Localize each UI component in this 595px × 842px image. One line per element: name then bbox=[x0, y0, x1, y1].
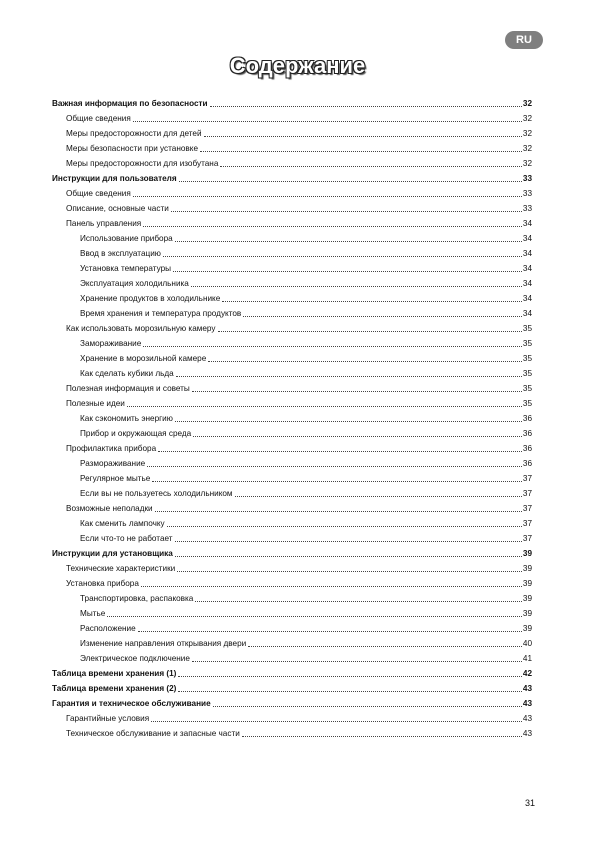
toc-entry-label: Общие сведения bbox=[66, 189, 131, 198]
toc-entry[interactable] bbox=[52, 664, 532, 679]
toc-entry-page: 36 bbox=[522, 429, 532, 438]
toc-entry-label: Как сэкономить энергию bbox=[80, 414, 173, 423]
toc-entry-page: 35 bbox=[522, 339, 532, 348]
toc-leader-dots bbox=[178, 690, 522, 692]
toc-entry-page: 37 bbox=[522, 519, 532, 528]
toc-leader-dots bbox=[175, 420, 522, 422]
toc-entry-page: 36 bbox=[522, 444, 532, 453]
toc-entry-page: 43 bbox=[522, 714, 532, 723]
toc-entry-page: 35 bbox=[522, 369, 532, 378]
toc-entry-label: Использование прибора bbox=[80, 234, 173, 243]
toc-entry-label: Описание, основные части bbox=[66, 204, 169, 213]
toc-leader-dots bbox=[192, 390, 522, 392]
toc-entry-label: Прибор и окружающая среда bbox=[80, 429, 192, 438]
toc-entry-label: Транспортировка, распаковка bbox=[80, 594, 194, 603]
toc-entry-label: Если вы не пользуетесь холодильником bbox=[80, 489, 233, 498]
toc-entry-page: 35 bbox=[522, 324, 532, 333]
toc-entry[interactable] bbox=[52, 169, 532, 184]
toc-entry-page: 34 bbox=[522, 294, 532, 303]
toc-entry-page: 34 bbox=[522, 234, 532, 243]
toc-entry-label: Как сменить лампочку bbox=[80, 519, 165, 528]
toc-leader-dots bbox=[204, 135, 522, 137]
toc-entry-label: Инструкции для пользователя bbox=[52, 174, 177, 183]
toc-entry-page: 32 bbox=[522, 114, 532, 123]
toc-entry[interactable] bbox=[52, 274, 532, 289]
toc-leader-dots bbox=[178, 675, 522, 677]
toc-entry-page: 35 bbox=[522, 399, 532, 408]
toc-entry[interactable] bbox=[52, 394, 532, 409]
toc-entry-label: Меры безопасности при установке bbox=[66, 144, 199, 153]
toc-entry-page: 37 bbox=[522, 504, 532, 513]
toc-entry-label: Замораживание bbox=[80, 339, 142, 348]
toc-entry[interactable] bbox=[52, 349, 532, 364]
toc-entry-label: Полезная информация и советы bbox=[66, 384, 190, 393]
toc-entry[interactable] bbox=[52, 319, 532, 334]
toc-entry-label: Хранение продуктов в холодильнике bbox=[80, 294, 221, 303]
toc-entry[interactable] bbox=[52, 439, 532, 454]
toc-entry[interactable] bbox=[52, 544, 532, 559]
toc-entry-label: Панель управления bbox=[66, 219, 142, 228]
toc-entry-label: Расположение bbox=[80, 624, 136, 633]
toc-entry-label: Общие сведения bbox=[66, 114, 131, 123]
toc-entry-page: 43 bbox=[522, 684, 532, 693]
toc-leader-dots bbox=[193, 435, 522, 437]
toc-entry[interactable] bbox=[52, 364, 532, 379]
toc-entry-page: 34 bbox=[522, 309, 532, 318]
toc-entry-page: 40 bbox=[522, 639, 532, 648]
toc-entry-page: 34 bbox=[522, 264, 532, 273]
toc-entry-label: Технические характеристики bbox=[66, 564, 176, 573]
toc-entry[interactable] bbox=[52, 139, 532, 154]
toc-entry-label: Важная информация по безопасности bbox=[52, 99, 208, 108]
toc-entry[interactable] bbox=[52, 724, 532, 739]
toc-entry-label: Меры предосторожности для изобутана bbox=[66, 159, 219, 168]
toc-entry[interactable] bbox=[52, 574, 532, 589]
toc-entry-page: 43 bbox=[522, 699, 532, 708]
toc-entry[interactable] bbox=[52, 709, 532, 724]
toc-entry-page: 35 bbox=[522, 384, 532, 393]
toc-leader-dots bbox=[175, 555, 522, 557]
toc-entry-page: 39 bbox=[522, 549, 532, 558]
toc-leader-dots bbox=[191, 285, 522, 287]
toc-entry[interactable] bbox=[52, 304, 532, 319]
toc-leader-dots bbox=[218, 330, 522, 332]
toc-entry-page: 34 bbox=[522, 279, 532, 288]
toc-entry[interactable] bbox=[52, 604, 532, 619]
toc-entry-page: 41 bbox=[522, 654, 532, 663]
toc-entry[interactable] bbox=[52, 199, 532, 214]
toc-entry[interactable] bbox=[52, 184, 532, 199]
toc-entry[interactable] bbox=[52, 409, 532, 424]
toc-entry-page: 39 bbox=[522, 579, 532, 588]
language-badge: RU bbox=[505, 31, 543, 49]
toc-leader-dots bbox=[213, 705, 522, 707]
toc-entry-page: 35 bbox=[522, 354, 532, 363]
toc-entry-label: Установка прибора bbox=[66, 579, 139, 588]
toc-entry[interactable] bbox=[52, 559, 532, 574]
toc-entry-page: 39 bbox=[522, 624, 532, 633]
toc-entry[interactable] bbox=[52, 529, 532, 544]
toc-entry[interactable] bbox=[52, 634, 532, 649]
toc-leader-dots bbox=[141, 585, 522, 587]
toc-entry[interactable] bbox=[52, 244, 532, 259]
toc-entry-label: Инструкции для установщика bbox=[52, 549, 173, 558]
toc-entry-label: Регулярное мытье bbox=[80, 474, 151, 483]
toc-entry-label: Гарантия и техническое обслуживание bbox=[52, 699, 211, 708]
toc-entry-label: Таблица времени хранения (1) bbox=[52, 669, 177, 678]
page-number: 31 bbox=[525, 798, 536, 808]
toc-entry[interactable] bbox=[52, 484, 532, 499]
toc-entry-page: 37 bbox=[522, 489, 532, 498]
toc-entry-page: 36 bbox=[522, 459, 532, 468]
toc-leader-dots bbox=[177, 570, 522, 572]
toc-entry[interactable] bbox=[52, 379, 532, 394]
toc-entry-page: 33 bbox=[522, 204, 532, 213]
toc-entry[interactable] bbox=[52, 499, 532, 514]
toc-entry[interactable] bbox=[52, 334, 532, 349]
toc-entry[interactable] bbox=[52, 589, 532, 604]
toc-leader-dots bbox=[155, 510, 522, 512]
toc-entry-label: Как сделать кубики льда bbox=[80, 369, 174, 378]
toc-entry-label: Если что-то не работает bbox=[80, 534, 173, 543]
toc-leader-dots bbox=[173, 270, 522, 272]
toc-leader-dots bbox=[175, 540, 522, 542]
toc-entry[interactable] bbox=[52, 424, 532, 439]
toc-leader-dots bbox=[175, 240, 522, 242]
toc-leader-dots bbox=[133, 195, 522, 197]
toc-entry-label: Электрическое подключение bbox=[80, 654, 190, 663]
toc-entry-page: 37 bbox=[522, 534, 532, 543]
toc-entry-label: Меры предосторожности для детей bbox=[66, 129, 202, 138]
toc-entry-label: Техническое обслуживание и запасные части bbox=[66, 729, 240, 738]
toc-entry[interactable] bbox=[52, 94, 532, 109]
toc-entry-page: 43 bbox=[522, 729, 532, 738]
toc-entry-page: 39 bbox=[522, 594, 532, 603]
toc-leader-dots bbox=[107, 615, 522, 617]
toc-leader-dots bbox=[243, 315, 522, 317]
toc-leader-dots bbox=[167, 525, 522, 527]
toc-leader-dots bbox=[195, 600, 522, 602]
toc-leader-dots bbox=[147, 465, 522, 467]
toc-entry-label: Хранение в морозильной камере bbox=[80, 354, 207, 363]
toc-entry[interactable] bbox=[52, 109, 532, 124]
toc-entry-label: Гарантийные условия bbox=[66, 714, 150, 723]
page-title: Содержание bbox=[229, 53, 366, 78]
toc-leader-dots bbox=[163, 255, 522, 257]
toc-entry-label: Мытье bbox=[80, 609, 106, 618]
toc-entry[interactable] bbox=[52, 289, 532, 304]
toc-leader-dots bbox=[242, 735, 522, 737]
toc-leader-dots bbox=[220, 165, 522, 167]
toc-entry[interactable] bbox=[52, 514, 532, 529]
toc-leader-dots bbox=[210, 105, 522, 107]
toc-entry-page: 39 bbox=[522, 564, 532, 573]
toc-leader-dots bbox=[179, 180, 522, 182]
toc-leader-dots bbox=[143, 345, 522, 347]
toc-entry-page: 32 bbox=[522, 144, 532, 153]
toc-entry-label: Ввод в эксплуатацию bbox=[80, 249, 161, 258]
toc-leader-dots bbox=[248, 645, 522, 647]
toc-leader-dots bbox=[152, 480, 522, 482]
toc-entry-page: 33 bbox=[522, 189, 532, 198]
toc-leader-dots bbox=[158, 450, 522, 452]
toc-entry-label: Возможные неполадки bbox=[66, 504, 153, 513]
toc-entry-label: Профилактика прибора bbox=[66, 444, 157, 453]
toc-entry-label: Изменение направления открывания двери bbox=[80, 639, 247, 648]
toc-entry-label: Эксплуатация холодильника bbox=[80, 279, 189, 288]
toc-entry-page: 32 bbox=[522, 99, 532, 108]
toc-leader-dots bbox=[133, 120, 522, 122]
table-of-contents bbox=[52, 94, 532, 739]
toc-leader-dots bbox=[235, 495, 522, 497]
toc-entry-label: Время хранения и температура продуктов bbox=[80, 309, 242, 318]
toc-entry[interactable] bbox=[52, 154, 532, 169]
toc-entry-page: 39 bbox=[522, 609, 532, 618]
toc-entry-page: 32 bbox=[522, 159, 532, 168]
toc-leader-dots bbox=[222, 300, 522, 302]
toc-leader-dots bbox=[143, 225, 522, 227]
toc-entry-label: Полезные идеи bbox=[66, 399, 125, 408]
toc-leader-dots bbox=[192, 660, 522, 662]
toc-entry[interactable] bbox=[52, 619, 532, 634]
toc-leader-dots bbox=[138, 630, 522, 632]
toc-entry-page: 34 bbox=[522, 219, 532, 228]
toc-entry-page: 33 bbox=[522, 174, 532, 183]
toc-entry[interactable] bbox=[52, 694, 532, 709]
toc-entry[interactable] bbox=[52, 679, 532, 694]
toc-entry-page: 34 bbox=[522, 249, 532, 258]
toc-entry-label: Как использовать морозильную камеру bbox=[66, 324, 216, 333]
toc-entry-label: Установка температуры bbox=[80, 264, 172, 273]
toc-leader-dots bbox=[171, 210, 522, 212]
toc-entry-label: Размораживание bbox=[80, 459, 146, 468]
toc-entry[interactable] bbox=[52, 649, 532, 664]
toc-entry-page: 36 bbox=[522, 414, 532, 423]
toc-entry[interactable] bbox=[52, 469, 532, 484]
toc-entry[interactable] bbox=[52, 124, 532, 139]
toc-leader-dots bbox=[151, 720, 522, 722]
toc-entry[interactable] bbox=[52, 229, 532, 244]
toc-entry-page: 42 bbox=[522, 669, 532, 678]
toc-entry-label: Таблица времени хранения (2) bbox=[52, 684, 177, 693]
toc-leader-dots bbox=[176, 375, 522, 377]
toc-entry[interactable] bbox=[52, 259, 532, 274]
toc-leader-dots bbox=[127, 405, 522, 407]
toc-entry[interactable] bbox=[52, 454, 532, 469]
toc-entry-page: 37 bbox=[522, 474, 532, 483]
toc-entry-page: 32 bbox=[522, 129, 532, 138]
toc-leader-dots bbox=[208, 360, 522, 362]
toc-leader-dots bbox=[200, 150, 522, 152]
toc-entry[interactable] bbox=[52, 214, 532, 229]
